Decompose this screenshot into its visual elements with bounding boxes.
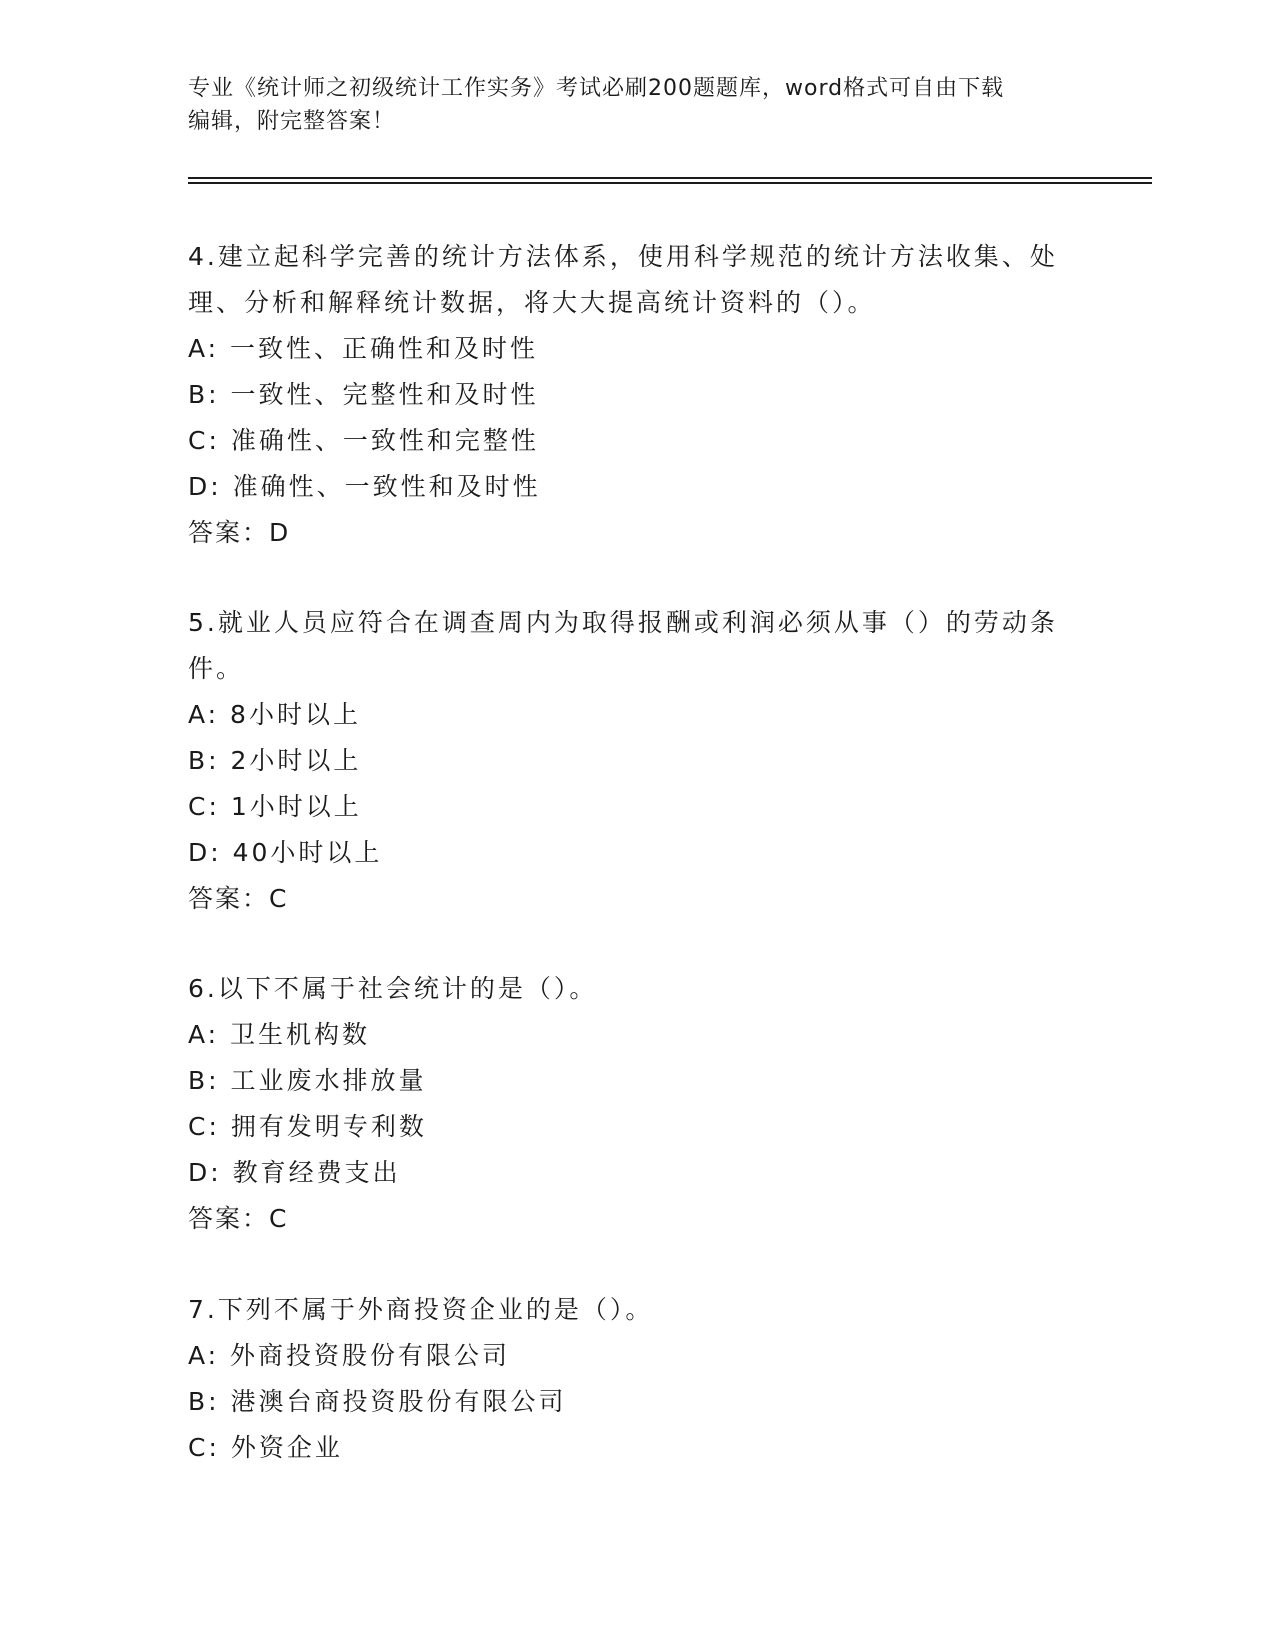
question-5 [188, 600, 1068, 922]
option-b: B: 港澳台商投资股份有限公司 [188, 1387, 567, 1416]
question-text: 7.下列不属于外商投资企业的是（）。 [188, 1295, 654, 1324]
header-line-2: 编辑，附完整答案！ [188, 109, 396, 134]
question-4 [188, 234, 1068, 556]
question-6 [188, 966, 1068, 1242]
answer: 答案：C [188, 1204, 289, 1233]
question-7 [188, 1287, 1068, 1471]
option-d: D: 40小时以上 [188, 838, 383, 867]
option-c: C: 1小时以上 [188, 792, 362, 821]
answer: 答案：C [188, 884, 289, 913]
option-d: D: 准确性、一致性和及时性 [188, 472, 541, 501]
option-a: A: 卫生机构数 [188, 1020, 371, 1049]
option-c: C: 拥有发明专利数 [188, 1112, 427, 1141]
option-d: D: 教育经费支出 [188, 1158, 401, 1187]
document-header [188, 72, 1068, 138]
option-b: B: 一致性、完整性和及时性 [188, 380, 539, 409]
option-c: C: 准确性、一致性和完整性 [188, 426, 539, 455]
question-text: 4.建立起科学完善的统计方法体系，使用科学规范的统计方法收集、处理、分析和解释统计数据，将大大提高统计资料的（）。 [188, 242, 1058, 317]
header-divider-bottom [188, 182, 1152, 184]
option-a: A: 8小时以上 [188, 700, 361, 729]
question-text: 6.以下不属于社会统计的是（）。 [188, 974, 598, 1003]
answer: 答案：D [188, 518, 291, 547]
option-b: B: 工业废水排放量 [188, 1066, 427, 1095]
header-divider-top [188, 177, 1152, 179]
option-a: A: 外商投资股份有限公司 [188, 1341, 511, 1370]
option-b: B: 2小时以上 [188, 746, 362, 775]
question-text: 5.就业人员应符合在调查周内为取得报酬或利润必须从事（）的劳动条件。 [188, 608, 1058, 683]
header-line-1: 专业《统计师之初级统计工作实务》考试必刷200题题库，word格式可自由下载 [188, 76, 1005, 101]
option-a: A: 一致性、正确性和及时性 [188, 334, 539, 363]
option-c: C: 外资企业 [188, 1433, 343, 1462]
